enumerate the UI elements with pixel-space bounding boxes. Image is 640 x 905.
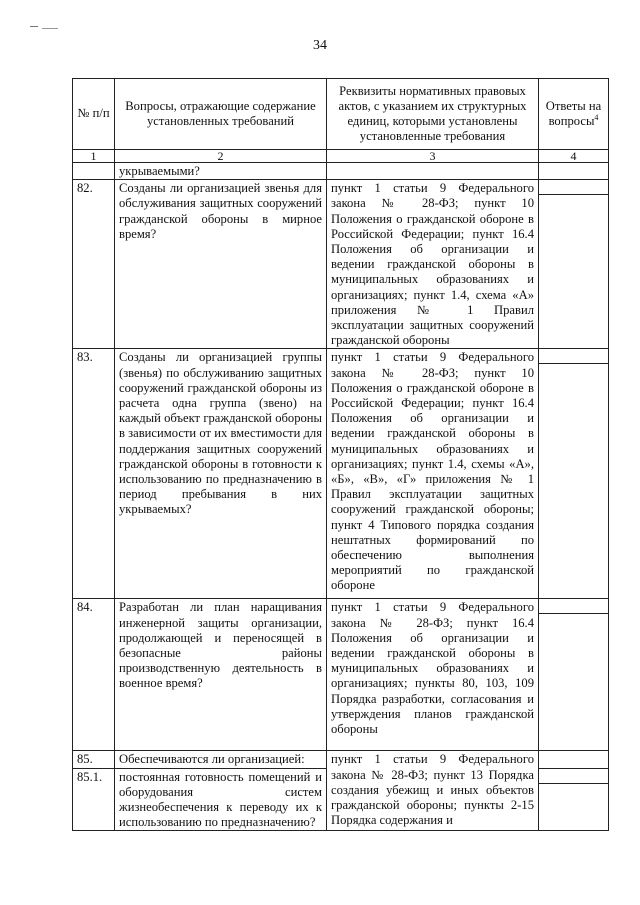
row-answer[interactable] — [539, 751, 609, 768]
header-answers-text: Ответы на вопросы — [545, 98, 602, 128]
table-row — [73, 180, 609, 349]
page-number: 34 — [313, 38, 327, 53]
row-number: 85. — [73, 751, 115, 768]
header-questions: Вопросы, отражающие содержание установленных требований — [115, 79, 327, 150]
scan-speck — [30, 26, 38, 27]
row-question: укрываемыми? — [115, 163, 327, 180]
column-number-row — [73, 150, 609, 163]
row-legal-refs: пункт 1 статьи 9 Федерального закона № 28-ФЗ; пункт 10 Положения о гражданской обороне в Российской Федерации; пункт 16.4 Положения об организации и ведении гражданской обороны в муниципальных образованиях и организациях; пункт 1.4, схемы «А», «Б», «В», «Г» приложения № 1 Правил эксплуатации защитных сооружений гражданской обороны; пункт 4 Типового порядка создания нештатных формирований по обеспечению выполнения мероприятий по гражданской обороне — [327, 349, 539, 599]
row-legal-refs: пункт 1 статьи 9 Федерального закона № 28-ФЗ; пункт 13 Порядка создания убежищ и иных объектов гражданской обороны; пункты 2-15 Порядка содержания и — [327, 751, 539, 831]
requirements-table — [72, 78, 609, 831]
row-question: Созданы ли организацией звенья для обслуживания защитных сооружений гражданской обороны в мирное время? — [115, 180, 327, 349]
header-number: № п/п — [73, 79, 115, 150]
row-answer — [539, 768, 609, 831]
row-question: постоянная готовность помещений и оборудования систем жизнеобеспечения к переводу их к использованию по предназначению? — [115, 768, 327, 831]
row-number: 82. — [73, 180, 115, 349]
row-number: 84. — [73, 599, 115, 751]
row-answer — [539, 599, 609, 751]
row-number: 85.1. — [73, 768, 115, 831]
row-legal-refs: пункт 1 статьи 9 Федерального закона № 28-ФЗ; пункт 10 Положения о гражданской обороне в Российской Федерации; пункт 16.4 Положения об организации и ведении гражданской обороны в муниципальных образованиях и организациях; пункт 1.4, схема «А» приложения № 1 Правил эксплуатации защитных сооружений гражданской обороны — [327, 180, 539, 349]
header-legal-refs: Реквизиты нормативных правовых актов, с указанием их структурных единиц, которыми установлены установленные требования — [327, 79, 539, 150]
column-number: 1 — [73, 150, 115, 163]
column-number: 4 — [539, 150, 609, 163]
table-header-row — [73, 79, 609, 150]
row-question: Разработан ли план наращивания инженерной защиты организации, продолжающей и переносящей в безопасные районы производственную деятельность в военное время? — [115, 599, 327, 751]
column-number: 2 — [115, 150, 327, 163]
row-answer — [539, 180, 609, 349]
answer-field[interactable] — [539, 180, 608, 195]
row-legal-refs: пункт 1 статьи 9 Федерального закона № 28-ФЗ; пункт 16.4 Положения об организации и ведении гражданской обороны в муниципальных образованиях и организациях; пункты 80, 103, 109 Порядка разработки, согласования и утверждения планов гражданской обороны — [327, 599, 539, 751]
answer-field[interactable] — [539, 769, 608, 784]
table-row — [73, 751, 609, 768]
footnote-marker: 4 — [594, 112, 599, 122]
row-legal-refs — [327, 163, 539, 180]
answer-field[interactable] — [539, 349, 608, 364]
answer-field[interactable] — [539, 599, 608, 614]
row-answer — [539, 349, 609, 599]
row-number — [73, 163, 115, 180]
table-row — [73, 349, 609, 599]
scan-speck — [42, 28, 58, 29]
table-row — [73, 599, 609, 751]
column-number: 3 — [327, 150, 539, 163]
row-answer — [539, 163, 609, 180]
table-row — [73, 163, 609, 180]
header-answers — [539, 79, 609, 150]
row-question: Обеспечиваются ли организацией: — [115, 751, 327, 768]
row-number: 83. — [73, 349, 115, 599]
row-question: Созданы ли организацией группы (звенья) по обслуживанию защитных сооружений гражданской обороны из расчета одна группа (звено) на каждый объект гражданской обороны в зависимости от их вместимости для поддержания защитных сооружений гражданской обороны в готовности к использованию по предназначению в период пребывания в них укрываемых? — [115, 349, 327, 599]
